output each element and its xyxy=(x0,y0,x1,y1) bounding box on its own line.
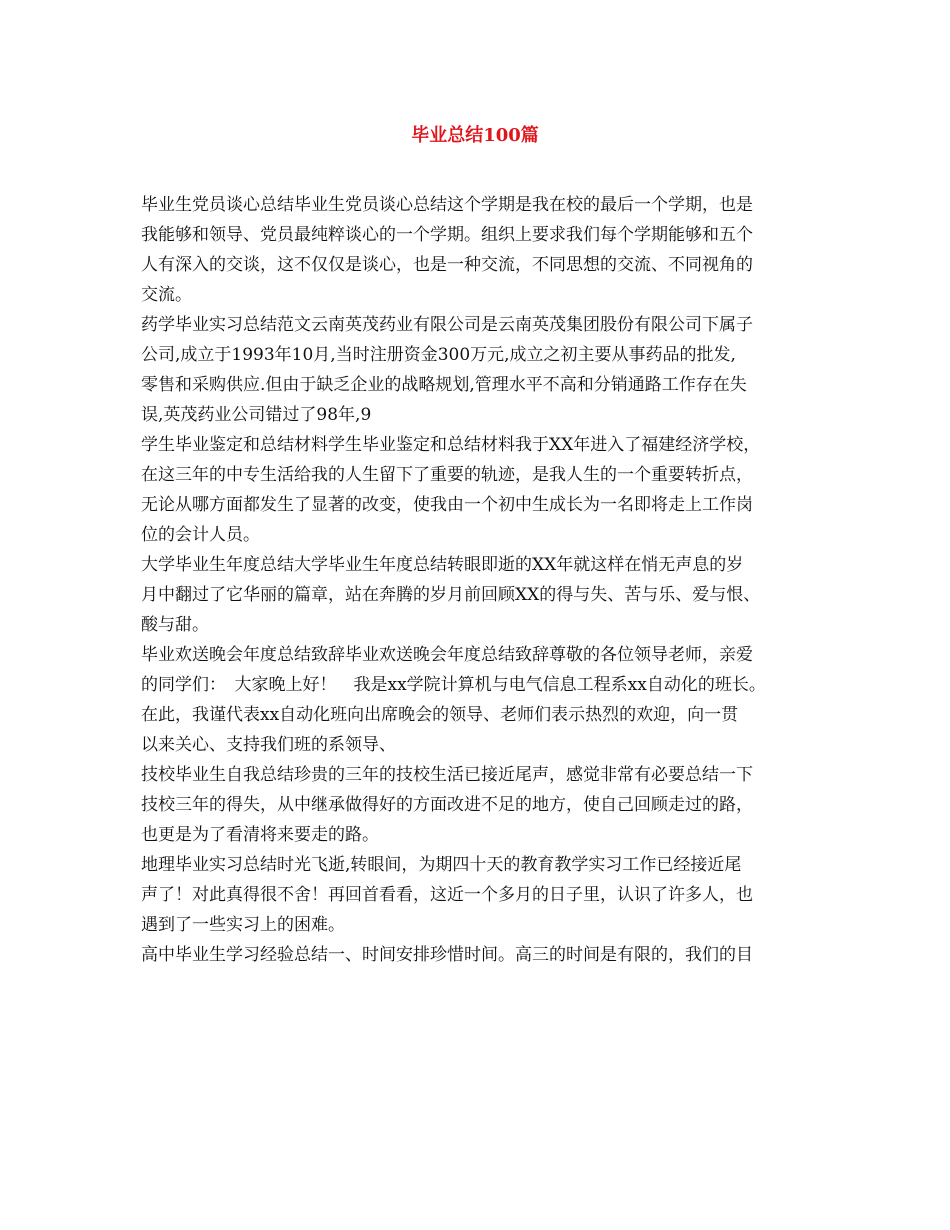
text-line: 酸与甜。 xyxy=(141,615,209,635)
text-line: 的同学们： 大家晚上好！ 我是xx学院计算机与电气信息工程系xx自动化的班长。 xyxy=(141,675,766,695)
paragraph-6 xyxy=(141,760,816,850)
text-line: 公司,成立于1993年10月,当时注册资金300万元,成立之初主要从事药品的批发, xyxy=(141,345,736,365)
text-line: 位的会计人员。 xyxy=(141,525,260,545)
text-line: 月中翻过了它华丽的篇章，站在奔腾的岁月前回顾XX的得与失、苦与乐、爱与恨、 xyxy=(141,585,761,605)
text-line: 大学毕业生年度总结大学毕业生年度总结转眼即逝的XX年就这样在悄无声息的岁 xyxy=(141,555,744,575)
text-line: 零售和采购供应.但由于缺乏企业的战略规划,管理水平不高和分销通路工作存在失 xyxy=(141,375,747,395)
text-line: 学生毕业鉴定和总结材料学生毕业鉴定和总结材料我于XX年进入了福建经济学校， xyxy=(141,435,761,455)
text-line: 声了！对此真得很不舍！再回首看看，这近一个多月的日子里，认识了许多人，也 xyxy=(141,885,753,905)
text-line: 交流。 xyxy=(141,285,192,305)
text-line: 技校三年的得失，从中继承做得好的方面改进不足的地方，使自己回顾走过的路， xyxy=(141,795,753,815)
text-line: 药学毕业实习总结范文云南英茂药业有限公司是云南英茂集团股份有限公司下属子 xyxy=(141,315,753,335)
text-line: 在此，我谨代表xx自动化班向出席晚会的领导、老师们表示热烈的欢迎，向一贯 xyxy=(141,705,739,725)
text-line: 毕业欢送晚会年度总结致辞毕业欢送晚会年度总结致辞尊敬的各位领导老师，亲爱 xyxy=(141,645,753,665)
text-line: 毕业生党员谈心总结毕业生党员谈心总结这个学期是我在校的最后一个学期，也是 xyxy=(141,195,753,215)
paragraph-3 xyxy=(141,430,816,550)
paragraph-1 xyxy=(141,190,816,310)
document-title: 毕业总结100篇 xyxy=(411,125,539,146)
document-body xyxy=(141,190,816,970)
text-line: 人有深入的交谈，这不仅仅是谈心，也是一种交流，不同思想的交流、不同视角的 xyxy=(141,255,753,275)
text-line: 遇到了一些实习上的困难。 xyxy=(141,915,345,935)
paragraph-8 xyxy=(141,940,816,970)
text-line: 以来关心、支持我们班的系领导、 xyxy=(141,735,396,755)
paragraph-5 xyxy=(141,640,816,760)
paragraph-4 xyxy=(141,550,816,640)
text-line: 无论从哪方面都发生了显著的改变，使我由一个初中生成长为一名即将走上工作岗 xyxy=(141,495,753,515)
paragraph-7 xyxy=(141,850,816,940)
text-line: 技校毕业生自我总结珍贵的三年的技校生活已接近尾声，感觉非常有必要总结一下 xyxy=(141,765,753,785)
text-line: 地理毕业实习总结时光飞逝,转眼间，为期四十天的教育教学实习工作已经接近尾 xyxy=(141,855,742,875)
text-line: 误,英茂药业公司错过了98年,9 xyxy=(141,405,372,425)
text-line: 高中毕业生学习经验总结一、时间安排珍惜时间。高三的时间是有限的，我们的目 xyxy=(141,945,753,965)
paragraph-2 xyxy=(141,310,816,430)
text-line: 在这三年的中专生活给我的人生留下了重要的轨迹，是我人生的一个重要转折点， xyxy=(141,465,753,485)
text-line: 我能够和领导、党员最纯粹谈心的一个学期。组织上要求我们每个学期能够和五个 xyxy=(141,225,753,245)
text-line: 也更是为了看清将来要走的路。 xyxy=(141,825,379,845)
